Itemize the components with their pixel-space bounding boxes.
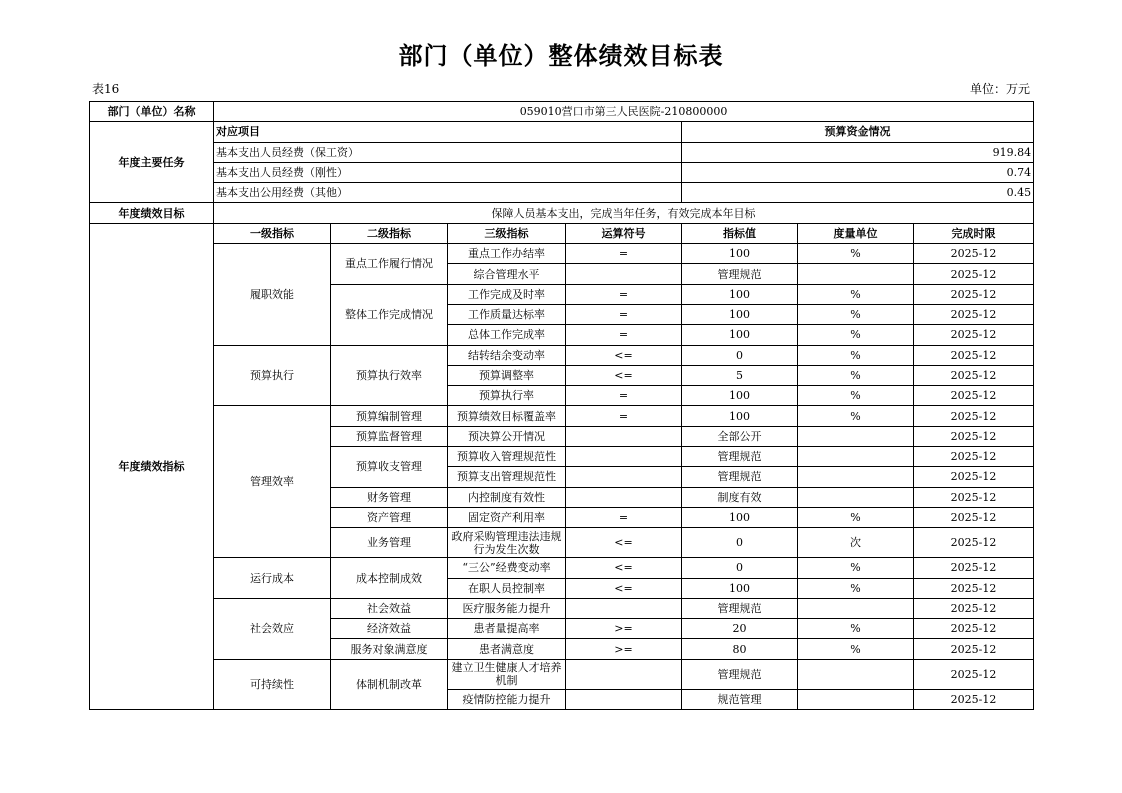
indicator-l3: 固定资产利用率: [448, 507, 566, 527]
indicator-unit: [798, 447, 914, 467]
header-l1: 一级指标: [214, 223, 331, 243]
indicator-unit: [798, 487, 914, 507]
indicator-l3: 政府采购管理违法违规行为发生次数: [448, 528, 566, 558]
table-number: 表16: [92, 82, 120, 96]
indicator-operator: <=: [566, 578, 682, 598]
indicator-operator: =: [566, 325, 682, 345]
indicator-l3: 患者满意度: [448, 639, 566, 659]
indicator-l3: 预算调整率: [448, 365, 566, 385]
header-l2: 二级指标: [331, 223, 448, 243]
task-item: 基本支出公用经费（其他）: [214, 183, 682, 203]
goal-label: 年度绩效目标: [90, 203, 214, 223]
indicator-operator: =: [566, 304, 682, 324]
indicator-value: 100: [682, 386, 798, 406]
indicator-unit: %: [798, 619, 914, 639]
indicator-unit: %: [798, 558, 914, 578]
indicator-deadline: 2025-12: [914, 487, 1034, 507]
indicator-value: 制度有效: [682, 487, 798, 507]
indicator-value: 5: [682, 365, 798, 385]
indicator-l3: 预算执行率: [448, 386, 566, 406]
tasks-col-budget: 预算资金情况: [682, 122, 1034, 142]
indicator-l2: 预算执行效率: [331, 345, 448, 406]
indicator-value: 管理规范: [682, 598, 798, 618]
indicator-deadline: 2025-12: [914, 406, 1034, 426]
indicator-l3: 预决算公开情况: [448, 426, 566, 446]
indicator-operator: [566, 487, 682, 507]
header-deadline: 完成时限: [914, 223, 1034, 243]
indicator-l1: 预算执行: [214, 345, 331, 406]
indicators-label: 年度绩效指标: [90, 223, 214, 709]
goal-text: 保障人员基本支出，完成当年任务，有效完成本年目标: [214, 203, 1034, 223]
indicator-operator: [566, 689, 682, 709]
indicator-value: 0: [682, 558, 798, 578]
indicator-deadline: 2025-12: [914, 578, 1034, 598]
indicator-operator: [566, 467, 682, 487]
indicator-l3: 建立卫生健康人才培养机制: [448, 659, 566, 689]
indicator-value: 管理规范: [682, 467, 798, 487]
indicator-unit: %: [798, 507, 914, 527]
indicator-l3: 患者量提高率: [448, 619, 566, 639]
indicator-operator: [566, 598, 682, 618]
indicator-deadline: 2025-12: [914, 244, 1034, 264]
indicator-l3: 综合管理水平: [448, 264, 566, 284]
indicator-l3: 结转结余变动率: [448, 345, 566, 365]
indicator-value: 100: [682, 244, 798, 264]
indicator-l3: 重点工作办结率: [448, 244, 566, 264]
indicator-l2: 财务管理: [331, 487, 448, 507]
indicator-value: 0: [682, 528, 798, 558]
indicator-value: 100: [682, 578, 798, 598]
indicator-value: 100: [682, 507, 798, 527]
indicator-unit: [798, 598, 914, 618]
indicator-l3: 疫情防控能力提升: [448, 689, 566, 709]
indicator-deadline: 2025-12: [914, 386, 1034, 406]
indicator-deadline: 2025-12: [914, 467, 1034, 487]
indicator-unit: [798, 659, 914, 689]
task-item: 基本支出人员经费（刚性）: [214, 162, 682, 182]
indicator-row: [90, 244, 1034, 264]
indicator-l2: 社会效益: [331, 598, 448, 618]
indicator-deadline: 2025-12: [914, 639, 1034, 659]
indicator-unit: %: [798, 365, 914, 385]
indicator-unit: [798, 426, 914, 446]
indicator-operator: =: [566, 284, 682, 304]
indicator-l2: 资产管理: [331, 507, 448, 527]
indicator-l2: 经济效益: [331, 619, 448, 639]
indicator-l3: 内控制度有效性: [448, 487, 566, 507]
indicator-value: 管理规范: [682, 447, 798, 467]
indicator-value: 100: [682, 304, 798, 324]
page-title: 部门（单位）整体绩效目标表: [398, 42, 724, 70]
indicator-unit: [798, 689, 914, 709]
indicator-deadline: 2025-12: [914, 659, 1034, 689]
indicator-unit: 次: [798, 528, 914, 558]
indicator-operator: =: [566, 244, 682, 264]
indicator-row: [90, 598, 1034, 618]
indicator-deadline: 2025-12: [914, 558, 1034, 578]
header-l3: 三级指标: [448, 223, 566, 243]
indicator-deadline: 2025-12: [914, 264, 1034, 284]
indicator-operator: [566, 264, 682, 284]
indicator-operator: =: [566, 406, 682, 426]
indicator-operator: [566, 447, 682, 467]
task-item: 基本支出人员经费（保工资）: [214, 142, 682, 162]
indicator-l2: 整体工作完成情况: [331, 284, 448, 345]
header-unit: 度量单位: [798, 223, 914, 243]
indicator-operator: =: [566, 507, 682, 527]
task-amount: 0.74: [682, 162, 1034, 182]
indicator-l3: “三公”经费变动率: [448, 558, 566, 578]
indicator-l1: 可持续性: [214, 659, 331, 709]
indicator-unit: %: [798, 284, 914, 304]
table-body: [90, 102, 1034, 710]
indicator-l2: 服务对象满意度: [331, 639, 448, 659]
indicator-unit: %: [798, 639, 914, 659]
indicator-deadline: 2025-12: [914, 284, 1034, 304]
indicator-operator: <=: [566, 345, 682, 365]
indicator-deadline: 2025-12: [914, 365, 1034, 385]
indicator-row: [90, 558, 1034, 578]
dept-name: 059010营口市第三人民医院-210800000: [214, 102, 1034, 122]
indicator-l3: 在职人员控制率: [448, 578, 566, 598]
indicator-l2: 重点工作履行情况: [331, 244, 448, 285]
indicator-l2: 预算收支管理: [331, 447, 448, 488]
indicator-unit: %: [798, 406, 914, 426]
indicator-row: [90, 659, 1034, 689]
indicator-l1: 运行成本: [214, 558, 331, 599]
indicator-operator: [566, 426, 682, 446]
indicator-row: [90, 345, 1034, 365]
indicator-value: 100: [682, 406, 798, 426]
indicator-deadline: 2025-12: [914, 447, 1034, 467]
indicator-deadline: 2025-12: [914, 426, 1034, 446]
indicator-value: 全部公开: [682, 426, 798, 446]
indicator-deadline: 2025-12: [914, 689, 1034, 709]
task-amount: 0.45: [682, 183, 1034, 203]
indicator-value: 管理规范: [682, 659, 798, 689]
indicator-l3: 总体工作完成率: [448, 325, 566, 345]
indicator-unit: %: [798, 345, 914, 365]
indicator-deadline: 2025-12: [914, 304, 1034, 324]
indicator-l2: 预算监督管理: [331, 426, 448, 446]
dept-label: 部门（单位）名称: [90, 102, 214, 122]
indicator-value: 20: [682, 619, 798, 639]
indicator-value: 100: [682, 325, 798, 345]
indicator-unit: [798, 467, 914, 487]
performance-table: [89, 101, 1034, 710]
indicator-l3: 预算绩效目标覆盖率: [448, 406, 566, 426]
indicator-unit: %: [798, 325, 914, 345]
indicator-unit: [798, 264, 914, 284]
indicator-deadline: 2025-12: [914, 528, 1034, 558]
indicator-value: 管理规范: [682, 264, 798, 284]
indicator-row: [90, 406, 1034, 426]
indicator-l2: 体制机制改革: [331, 659, 448, 709]
indicator-unit: %: [798, 386, 914, 406]
indicator-l1: 管理效率: [214, 406, 331, 558]
indicator-l1: 履职效能: [214, 244, 331, 345]
indicator-unit: %: [798, 578, 914, 598]
indicator-l3: 预算支出管理规范性: [448, 467, 566, 487]
task-amount: 919.84: [682, 142, 1034, 162]
indicator-operator: <=: [566, 365, 682, 385]
indicator-deadline: 2025-12: [914, 325, 1034, 345]
indicator-operator: >=: [566, 639, 682, 659]
indicator-deadline: 2025-12: [914, 598, 1034, 618]
indicator-l3: 预算收入管理规范性: [448, 447, 566, 467]
indicator-l3: 医疗服务能力提升: [448, 598, 566, 618]
unit-label: 单位：万元: [969, 82, 1030, 96]
indicator-value: 80: [682, 639, 798, 659]
tasks-label: 年度主要任务: [90, 122, 214, 203]
indicator-deadline: 2025-12: [914, 507, 1034, 527]
header-operator: 运算符号: [566, 223, 682, 243]
indicator-deadline: 2025-12: [914, 619, 1034, 639]
indicator-operator: [566, 659, 682, 689]
indicator-value: 100: [682, 284, 798, 304]
indicator-l2: 成本控制成效: [331, 558, 448, 599]
indicator-operator: <=: [566, 528, 682, 558]
indicator-operator: =: [566, 386, 682, 406]
indicator-l1: 社会效应: [214, 598, 331, 659]
indicator-l3: 工作质量达标率: [448, 304, 566, 324]
indicator-value: 0: [682, 345, 798, 365]
indicator-unit: %: [798, 244, 914, 264]
indicator-operator: <=: [566, 558, 682, 578]
indicator-deadline: 2025-12: [914, 345, 1034, 365]
indicator-l3: 工作完成及时率: [448, 284, 566, 304]
indicator-operator: >=: [566, 619, 682, 639]
indicator-l2: 业务管理: [331, 528, 448, 558]
indicator-value: 规范管理: [682, 689, 798, 709]
tasks-col-item: 对应项目: [214, 122, 682, 142]
indicator-unit: %: [798, 304, 914, 324]
header-value: 指标值: [682, 223, 798, 243]
indicator-l2: 预算编制管理: [331, 406, 448, 426]
